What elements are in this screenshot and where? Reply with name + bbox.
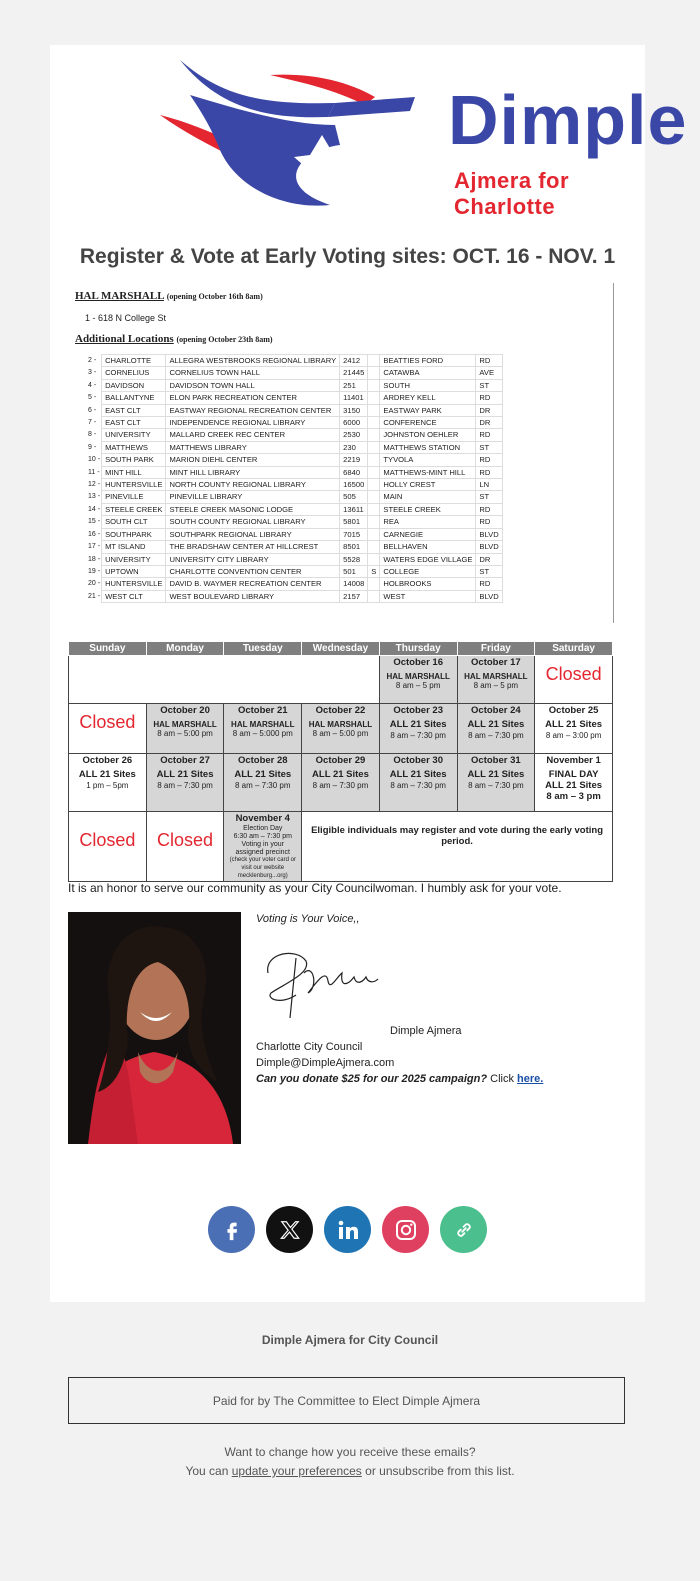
calendar-cell-oct27 xyxy=(146,754,224,812)
site-row xyxy=(88,528,502,540)
site-name: DAVIDSON TOWN HALL xyxy=(166,379,340,391)
site-name: PINEVILLE LIBRARY xyxy=(166,491,340,503)
site-number: 4 - xyxy=(88,381,97,389)
day-header-wednesday: Wednesday xyxy=(302,642,380,656)
unsubscribe-text: or unsubscribe from this list. xyxy=(365,1464,515,1478)
site-name: STEELE CREEK MASONIC LODGE xyxy=(166,503,340,515)
day-header-friday: Friday xyxy=(457,642,535,656)
site-street: BELLHAVEN xyxy=(380,541,476,553)
site-name: CHARLOTTE CONVENTION CENTER xyxy=(166,565,340,577)
precinct-label-2: assigned precinct xyxy=(235,848,290,856)
site-row xyxy=(88,503,502,515)
site-suffix: RD xyxy=(476,392,502,404)
calendar-cell-oct16 xyxy=(379,656,457,704)
additional-locations-note: (opening October 23th 8am) xyxy=(176,335,273,344)
site-suffix: RD xyxy=(476,503,502,515)
site-label: ALL 21 Sites xyxy=(467,768,525,780)
site-direction xyxy=(368,578,380,590)
hours-label: 8 am – 7:30 pm xyxy=(468,780,524,790)
hours-label: 8 am – 7:30 pm xyxy=(312,780,369,790)
instagram-button[interactable] xyxy=(382,1206,429,1253)
date-label: October 31 xyxy=(471,755,521,766)
instagram-icon xyxy=(394,1218,418,1242)
signer-title: Charlotte City Council xyxy=(256,1041,363,1053)
site-number: 7 - xyxy=(88,419,97,427)
site-label: ALL 21 Sites xyxy=(78,768,136,780)
site-direction xyxy=(368,441,380,453)
site-suffix: AVE xyxy=(476,367,502,379)
site-number: 3 - xyxy=(88,369,97,377)
site-row xyxy=(88,516,502,528)
site-direction xyxy=(368,355,380,367)
eligible-note: Eligible individuals may register and vote during the early voting period. xyxy=(302,812,613,882)
date-label: October 22 xyxy=(315,705,366,716)
calendar-cell-oct26 xyxy=(69,754,147,812)
site-name: CORNELIUS TOWN HALL xyxy=(166,367,340,379)
site-direction xyxy=(368,479,380,491)
donate-line xyxy=(256,1073,543,1085)
flag-star-icon xyxy=(160,55,460,210)
site-number: 20 - xyxy=(88,580,101,588)
site-label: ALL 21 Sites xyxy=(545,779,603,791)
x-icon xyxy=(279,1219,301,1241)
site-suffix: ST xyxy=(476,379,502,391)
site-direction xyxy=(368,417,380,429)
site-row xyxy=(88,379,502,391)
website-url: mecklenburg...org) xyxy=(237,872,288,879)
site-name: ALLEGRA WESTBROOKS REGIONAL LIBRARY xyxy=(166,355,340,367)
voting-calendar xyxy=(68,641,613,882)
site-label: ALL 21 Sites xyxy=(467,718,525,730)
hours-label: 8 am – 5 pm xyxy=(395,681,441,691)
preferences-line xyxy=(0,1464,700,1478)
closed-label: Closed xyxy=(79,712,136,732)
site-direction xyxy=(368,553,380,565)
site-street: CATAWBA xyxy=(380,367,476,379)
date-label: November 4 xyxy=(235,813,290,824)
site-number: 18 - xyxy=(88,555,101,563)
site-area: BALLANTYNE xyxy=(102,392,166,404)
site-suffix: ST xyxy=(476,565,502,577)
site-suffix: BLVD xyxy=(476,590,502,602)
site-row xyxy=(88,553,502,565)
site-suffix: RD xyxy=(476,578,502,590)
site-row xyxy=(88,479,502,491)
facebook-icon xyxy=(221,1219,243,1241)
site-row xyxy=(88,367,502,379)
site-street-number: 7015 xyxy=(340,528,368,540)
site-number: 8 - xyxy=(88,431,97,439)
site-row xyxy=(88,578,502,590)
site-number: 12 - xyxy=(88,481,101,489)
site-area: STEELE CREEK xyxy=(102,503,166,515)
site-area: UNIVERSITY xyxy=(102,553,166,565)
site-street-number: 16500 xyxy=(340,479,368,491)
handwritten-signature xyxy=(256,933,386,1023)
site-label: ALL 21 Sites xyxy=(312,768,369,780)
voter-card-note: (check your voter card or xyxy=(229,857,296,864)
site-street-number: 5801 xyxy=(340,516,368,528)
linkedin-icon xyxy=(336,1218,360,1242)
calendar-cell-nov2 xyxy=(69,812,147,882)
site-number: 15 - xyxy=(88,518,101,526)
site-label: HAL MARSHALL xyxy=(231,719,295,729)
link-button[interactable] xyxy=(440,1206,487,1253)
site-street: TYVOLA xyxy=(380,454,476,466)
site-street-number: 11401 xyxy=(340,392,368,404)
site-number: 11 - xyxy=(88,468,100,476)
site-street: REA xyxy=(380,516,476,528)
date-label: October 20 xyxy=(160,705,210,716)
site-number: 2 - xyxy=(88,357,97,364)
site-street: EASTWAY PARK xyxy=(380,404,476,416)
calendar-cell-oct17 xyxy=(457,656,535,704)
site-number: 16 - xyxy=(88,530,101,538)
preferences-lead: You can xyxy=(185,1464,229,1478)
hours-label: 8 am – 5 pm xyxy=(473,681,519,691)
site-direction xyxy=(368,541,380,553)
site-direction xyxy=(368,516,380,528)
facebook-button[interactable] xyxy=(208,1206,255,1253)
x-button[interactable] xyxy=(266,1206,313,1253)
site-area: PINEVILLE xyxy=(102,491,166,503)
signer-email: Dimple@DimpleAjmera.com xyxy=(256,1057,395,1069)
site-direction xyxy=(368,590,380,602)
calendar-cell-oct21 xyxy=(224,704,302,754)
date-label: October 30 xyxy=(393,755,443,766)
site-street-number: 2530 xyxy=(340,429,368,441)
day-header-saturday: Saturday xyxy=(535,642,613,656)
site-label: ALL 21 Sites xyxy=(234,768,292,780)
site-name: SOUTH COUNTY REGIONAL LIBRARY xyxy=(166,516,340,528)
site-direction xyxy=(368,528,380,540)
site-area: UNIVERSITY xyxy=(102,429,166,441)
click-text: Click xyxy=(490,1073,514,1085)
site-label: ALL 21 Sites xyxy=(389,768,447,780)
hours-label: 8 am – 7:30 pm xyxy=(157,780,213,790)
signature-block xyxy=(256,913,616,1085)
site-direction xyxy=(368,379,380,391)
paid-for-disclaimer: Paid for by The Committee to Elect Dimple Ajmera xyxy=(68,1377,625,1424)
honor-message: It is an honor to serve our community as your City Councilwoman. I humbly ask for your vote. xyxy=(68,881,562,895)
hal-marshall-title: HAL MARSHALL xyxy=(75,290,164,302)
calendar-cell-oct30 xyxy=(379,754,457,812)
date-label: October 24 xyxy=(471,705,521,716)
site-name: SOUTHPARK REGIONAL LIBRARY xyxy=(166,528,340,540)
hours-label: 8 am – 7:30 pm xyxy=(390,730,446,740)
site-row xyxy=(88,355,502,367)
site-street-number: 5528 xyxy=(340,553,368,565)
donate-link[interactable]: here. xyxy=(517,1073,544,1085)
site-label: HAL MARSHALL xyxy=(153,719,217,729)
site-area: WEST CLT xyxy=(102,590,166,602)
site-street-number: 14008 xyxy=(340,578,368,590)
site-direction xyxy=(368,503,380,515)
calendar-cell-oct20 xyxy=(146,704,224,754)
site-area: SOUTH CLT xyxy=(102,516,166,528)
site-name: WEST BOULEVARD LIBRARY xyxy=(166,590,340,602)
date-label: October 29 xyxy=(315,755,366,766)
site-suffix: BLVD xyxy=(476,528,502,540)
hal-marshall-address: 1 - 618 N College St xyxy=(85,313,167,323)
site-suffix: RD xyxy=(476,429,502,441)
site-area: MATTHEWS xyxy=(102,441,166,453)
site-suffix: DR xyxy=(476,417,502,429)
site-street-number: 2157 xyxy=(340,590,368,602)
site-direction xyxy=(368,404,380,416)
calendar-cell-oct29 xyxy=(302,754,380,812)
date-label: October 17 xyxy=(471,657,521,668)
site-number: 21 - xyxy=(88,592,101,600)
site-row xyxy=(88,441,502,453)
site-suffix: LN xyxy=(476,479,502,491)
site-label: HAL MARSHALL xyxy=(464,671,528,681)
site-number: 17 - xyxy=(88,543,101,551)
site-name: ELON PARK RECREATION CENTER xyxy=(166,392,340,404)
site-street-number: 230 xyxy=(340,441,368,453)
site-street: WATERS EDGE VILLAGE xyxy=(380,553,476,565)
date-label: October 26 xyxy=(82,755,133,766)
social-links xyxy=(208,1206,488,1254)
site-suffix: DR xyxy=(476,404,502,416)
calendar-cell-oct22 xyxy=(302,704,380,754)
site-street: HOLLY CREST xyxy=(380,479,476,491)
site-street: CONFERENCE xyxy=(380,417,476,429)
site-number: 5 - xyxy=(88,394,97,402)
date-label: October 27 xyxy=(160,755,210,766)
signature-tagline: Voting is Your Voice,, xyxy=(256,913,360,925)
additional-locations-title: Additional Locations xyxy=(75,333,174,345)
hours-label: 8 am – 7:30 pm xyxy=(468,730,524,740)
logo-wordmark: Dimple xyxy=(448,81,688,159)
site-street: JOHNSTON OEHLER xyxy=(380,429,476,441)
site-row xyxy=(88,454,502,466)
date-label: November 1 xyxy=(546,755,601,766)
hours-label: 8 am – 7:30 pm xyxy=(390,780,446,790)
site-label: HAL MARSHALL xyxy=(308,719,373,729)
candidate-photo xyxy=(68,912,241,1144)
link-icon xyxy=(453,1219,475,1241)
site-name: MINT HILL LIBRARY xyxy=(166,466,340,478)
closed-label: Closed xyxy=(545,664,602,684)
day-header-thursday: Thursday xyxy=(379,642,457,656)
site-suffix: RD xyxy=(476,355,502,367)
site-street: MATTHEWS STATION xyxy=(380,441,476,453)
site-name: NORTH COUNTY REGIONAL LIBRARY xyxy=(166,479,340,491)
calendar-cell-oct25 xyxy=(535,704,613,754)
date-label: October 25 xyxy=(548,705,599,716)
site-area: UPTOWN xyxy=(102,565,166,577)
early-voting-flyer xyxy=(68,283,614,623)
site-street: CARNEGIE xyxy=(380,528,476,540)
site-suffix: RD xyxy=(476,466,502,478)
site-street-number: 2412 xyxy=(340,355,368,367)
site-suffix: RD xyxy=(476,516,502,528)
site-row xyxy=(88,491,502,503)
site-number: 19 - xyxy=(88,567,101,575)
site-street-number: 8501 xyxy=(340,541,368,553)
hours-label: 8 am – 5:000 pm xyxy=(232,729,293,739)
date-label: October 23 xyxy=(393,705,443,716)
site-area: HUNTERSVILLE xyxy=(102,479,166,491)
site-number: 6 - xyxy=(88,406,97,414)
site-label: ALL 21 Sites xyxy=(389,718,447,730)
hours-label: 1 pm – 5pm xyxy=(86,780,129,790)
site-name: MARION DIEHL CENTER xyxy=(166,454,340,466)
preferences-question: Want to change how you receive these emails? xyxy=(224,1445,476,1459)
site-street-number: 21445 xyxy=(340,367,368,379)
site-suffix: ST xyxy=(476,491,502,503)
site-row xyxy=(88,392,502,404)
site-direction xyxy=(368,367,380,379)
donate-question: Can you donate $25 for our 2025 campaign? xyxy=(256,1073,488,1085)
site-number: 9 - xyxy=(88,443,97,451)
site-area: CHARLOTTE xyxy=(102,355,166,367)
campaign-logo xyxy=(160,55,688,219)
site-name: MALLARD CREEK REC CENTER xyxy=(166,429,340,441)
day-header-tuesday: Tuesday xyxy=(224,642,302,656)
site-street: COLLEGE xyxy=(380,565,476,577)
hal-marshall-note: (opening October 16th 8am) xyxy=(166,292,263,301)
closed-label: Closed xyxy=(157,830,214,850)
site-row xyxy=(88,404,502,416)
site-label: HAL MARSHALL xyxy=(386,671,450,681)
calendar-cell-oct18 xyxy=(535,656,613,704)
final-day-label: FINAL DAY xyxy=(548,768,599,780)
hours-label: 6:30 am – 7:30 pm xyxy=(233,833,292,841)
precinct-label: Voting in your xyxy=(241,840,284,848)
site-name: THE BRADSHAW CENTER AT HILLCREST xyxy=(166,541,340,553)
site-street-number: 2219 xyxy=(340,454,368,466)
site-area: MINT HILL xyxy=(102,466,166,478)
election-day-label: Election Day xyxy=(243,825,283,833)
site-row xyxy=(88,565,502,577)
calendar-cell-oct31 xyxy=(457,754,535,812)
site-number: 13 - xyxy=(88,493,101,501)
site-street-number: 3150 xyxy=(340,404,368,416)
site-suffix: DR xyxy=(476,553,502,565)
site-suffix: BLVD xyxy=(476,541,502,553)
logo-subtitle: Ajmera for Charlotte xyxy=(454,168,570,219)
site-direction xyxy=(368,429,380,441)
site-street: ARDREY KELL xyxy=(380,392,476,404)
update-preferences-link[interactable]: update your preferences xyxy=(231,1464,362,1478)
site-street-number: 6000 xyxy=(340,417,368,429)
site-direction xyxy=(368,491,380,503)
site-street-number: 251 xyxy=(340,379,368,391)
calendar-cell-nov1 xyxy=(535,754,613,812)
calendar-cell-nov4 xyxy=(224,812,302,882)
site-street-number: 505 xyxy=(340,491,368,503)
site-row xyxy=(88,466,502,478)
site-name: MATTHEWS LIBRARY xyxy=(166,441,340,453)
calendar-cell-oct19 xyxy=(69,704,147,754)
calendar-cell-nov3 xyxy=(146,812,224,882)
hours-label: 8 am – 3 pm xyxy=(546,790,601,802)
site-street: SOUTH xyxy=(380,379,476,391)
hours-label: 8 am – 5:00 pm xyxy=(312,729,369,739)
calendar-cell-oct28 xyxy=(224,754,302,812)
site-street: HOLBROOKS xyxy=(380,578,476,590)
site-direction: S xyxy=(368,565,380,577)
site-number: 10 - xyxy=(88,456,101,464)
site-area: SOUTH PARK xyxy=(102,454,166,466)
email-card xyxy=(50,45,688,1302)
site-area: HUNTERSVILLE xyxy=(102,578,166,590)
site-area: EAST CLT xyxy=(102,404,166,416)
closed-label: Closed xyxy=(79,830,136,850)
day-header-monday: Monday xyxy=(146,642,224,656)
site-street-number: 501 xyxy=(340,565,368,577)
linkedin-button[interactable] xyxy=(324,1206,371,1253)
site-number: 14 - xyxy=(88,505,101,513)
calendar-empty-cell xyxy=(69,656,380,704)
hours-label: 8 am – 3:00 pm xyxy=(545,730,602,740)
site-row xyxy=(88,429,502,441)
site-name: EASTWAY REGIONAL RECREATION CENTER xyxy=(166,404,340,416)
site-name: INDEPENDENCE REGIONAL LIBRARY xyxy=(166,417,340,429)
site-street: WEST xyxy=(380,590,476,602)
site-row xyxy=(88,417,502,429)
calendar-cell-oct24 xyxy=(457,704,535,754)
website-note: visit our website xyxy=(241,864,285,871)
site-row xyxy=(88,541,502,553)
site-area: DAVIDSON xyxy=(102,379,166,391)
site-label: ALL 21 Sites xyxy=(156,768,214,780)
site-street: BEATTIES FORD xyxy=(380,355,476,367)
site-label: ALL 21 Sites xyxy=(545,718,603,730)
site-area: EAST CLT xyxy=(102,417,166,429)
calendar-cell-oct23 xyxy=(379,704,457,754)
site-suffix: ST xyxy=(476,441,502,453)
signer-name: Dimple Ajmera xyxy=(390,1025,462,1037)
site-street: MATTHEWS-MINT HILL xyxy=(380,466,476,478)
site-suffix: RD xyxy=(476,454,502,466)
site-street-number: 6840 xyxy=(340,466,368,478)
site-direction xyxy=(368,454,380,466)
additional-locations-heading xyxy=(75,333,273,345)
site-name: UNIVERSITY CITY LIBRARY xyxy=(166,553,340,565)
site-area: MT ISLAND xyxy=(102,541,166,553)
day-header-sunday: Sunday xyxy=(69,642,147,656)
date-label: October 21 xyxy=(237,705,288,716)
site-direction xyxy=(368,466,380,478)
hours-label: 8 am – 7:30 pm xyxy=(234,780,291,790)
site-area: SOUTHPARK xyxy=(102,528,166,540)
footer-org-name: Dimple Ajmera for City Council xyxy=(261,1333,439,1347)
site-street: MAIN xyxy=(380,491,476,503)
hours-label: 8 am – 5:00 pm xyxy=(157,729,213,739)
hal-marshall-heading xyxy=(75,290,263,302)
page-title: Register & Vote at Early Voting sites: OCT. 16 - NOV. 1 xyxy=(79,245,616,268)
date-label: October 28 xyxy=(237,755,288,766)
sites-table xyxy=(88,354,503,603)
site-row xyxy=(88,590,502,602)
site-street-number: 13611 xyxy=(340,503,368,515)
date-label: October 16 xyxy=(393,657,443,668)
site-direction xyxy=(368,392,380,404)
site-street: STEELE CREEK xyxy=(380,503,476,515)
site-name: DAVID B. WAYMER RECREATION CENTER xyxy=(166,578,340,590)
site-area: CORNELIUS xyxy=(102,367,166,379)
